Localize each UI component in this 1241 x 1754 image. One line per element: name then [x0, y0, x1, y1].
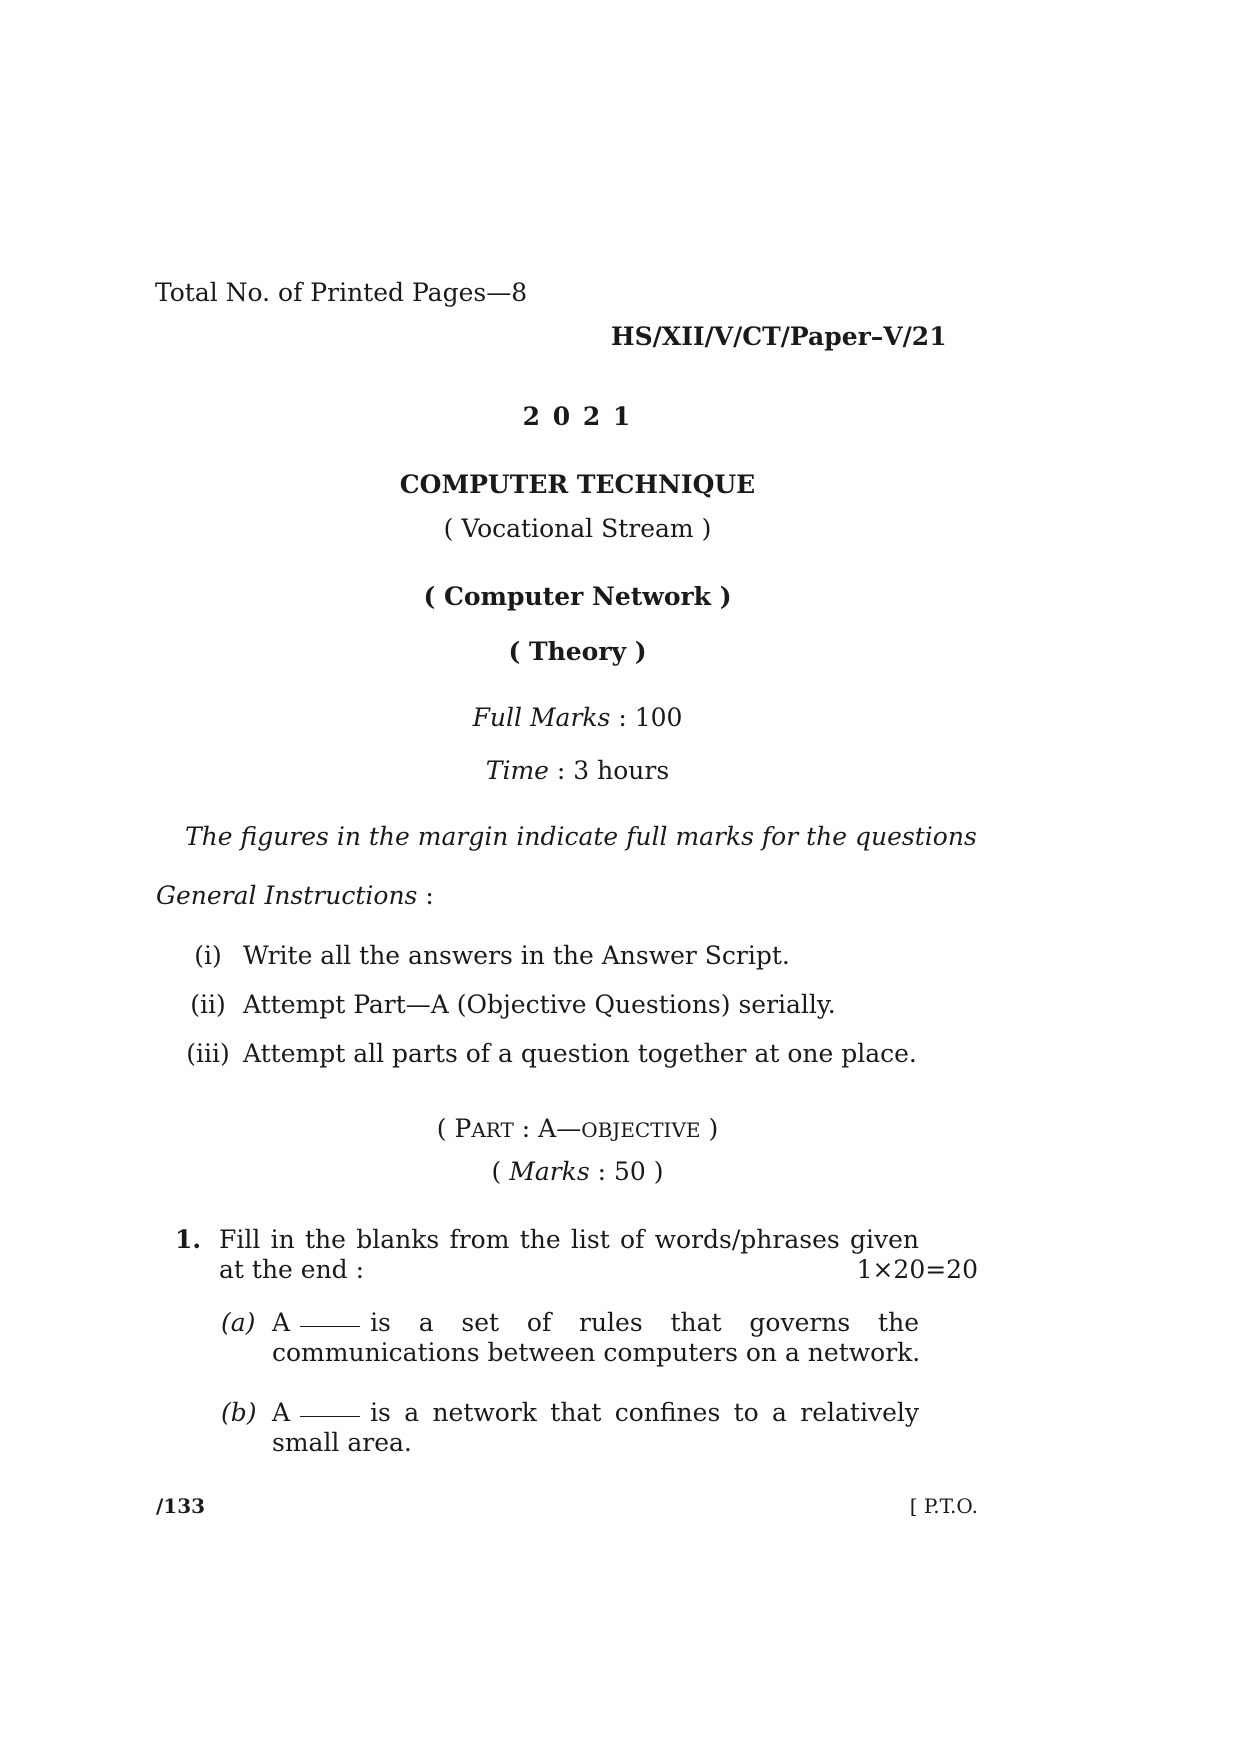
answer-blank — [300, 1398, 360, 1417]
objective-word-small: OBJECTIVE — [581, 1118, 701, 1142]
exam-year: 2 0 2 1 — [522, 402, 633, 431]
instructions-heading-label: General Instructions — [156, 881, 418, 910]
marks-open: ( — [491, 1157, 502, 1186]
part-open: ( P — [436, 1114, 472, 1143]
sub-a-pre: A — [272, 1308, 291, 1337]
part-word-small: ART — [471, 1118, 514, 1142]
sub-question-b-line1 — [272, 1398, 919, 1427]
sub-question-a-line1 — [272, 1308, 919, 1337]
paper-type: ( Theory ) — [508, 637, 647, 666]
part-a-heading — [0, 1114, 1155, 1143]
full-marks-value: : 100 — [618, 703, 683, 732]
answer-blank — [300, 1308, 360, 1327]
instructions-heading — [156, 881, 434, 910]
time-label: Time — [485, 756, 549, 785]
marks-label: Marks — [509, 1157, 590, 1186]
instruction-text: Attempt Part—A (Objective Questions) serially. — [243, 990, 836, 1019]
margin-note: The figures in the margin indicate full marks for the questions — [185, 822, 977, 851]
instruction-num: (iii) — [186, 1039, 230, 1068]
printed-pages-line: Total No. of Printed Pages—8 — [155, 278, 528, 307]
sub-a-post: is a set of rules that governs the — [370, 1308, 919, 1337]
sub-question-a-line2: communications between computers on a network. — [272, 1338, 921, 1367]
sub-b-post: is a network that confines to a relatively — [370, 1398, 919, 1427]
time-value: : 3 hours — [556, 756, 670, 785]
instruction-num: (i) — [194, 941, 222, 970]
part-a-marks — [0, 1157, 1155, 1186]
full-marks-label: Full Marks — [472, 703, 611, 732]
paper-code: HS/XII/V/CT/Paper–V/21 — [611, 322, 947, 351]
full-marks — [0, 703, 1155, 732]
time-allowed — [0, 756, 1155, 785]
sub-question-label: (a) — [221, 1308, 256, 1337]
subject-title: COMPUTER TECHNIQUE — [399, 470, 756, 499]
paper-name: ( Computer Network ) — [423, 582, 732, 611]
question-text-line2: at the end : — [219, 1255, 365, 1284]
part-colon-a: : A— — [513, 1114, 582, 1143]
instruction-text: Write all the answers in the Answer Script. — [243, 941, 790, 970]
part-close: ) — [700, 1114, 719, 1143]
page-code: /133 — [156, 1494, 206, 1518]
question-marks: 1×20=20 — [856, 1255, 978, 1284]
pto-marker: [ P.T.O. — [909, 1494, 978, 1518]
instructions-heading-colon: : — [425, 881, 434, 910]
sub-question-label: (b) — [221, 1398, 257, 1427]
question-text-line1: Fill in the blanks from the list of words/phrases given — [219, 1225, 919, 1254]
stream-subtitle: ( Vocational Stream ) — [443, 514, 712, 543]
marks-value: : 50 ) — [597, 1157, 664, 1186]
sub-question-b-line2: small area. — [272, 1428, 412, 1457]
sub-b-pre: A — [272, 1398, 291, 1427]
instruction-text: Attempt all parts of a question together at one place. — [243, 1039, 917, 1068]
instruction-num: (ii) — [190, 990, 226, 1019]
question-number: 1. — [175, 1225, 202, 1254]
